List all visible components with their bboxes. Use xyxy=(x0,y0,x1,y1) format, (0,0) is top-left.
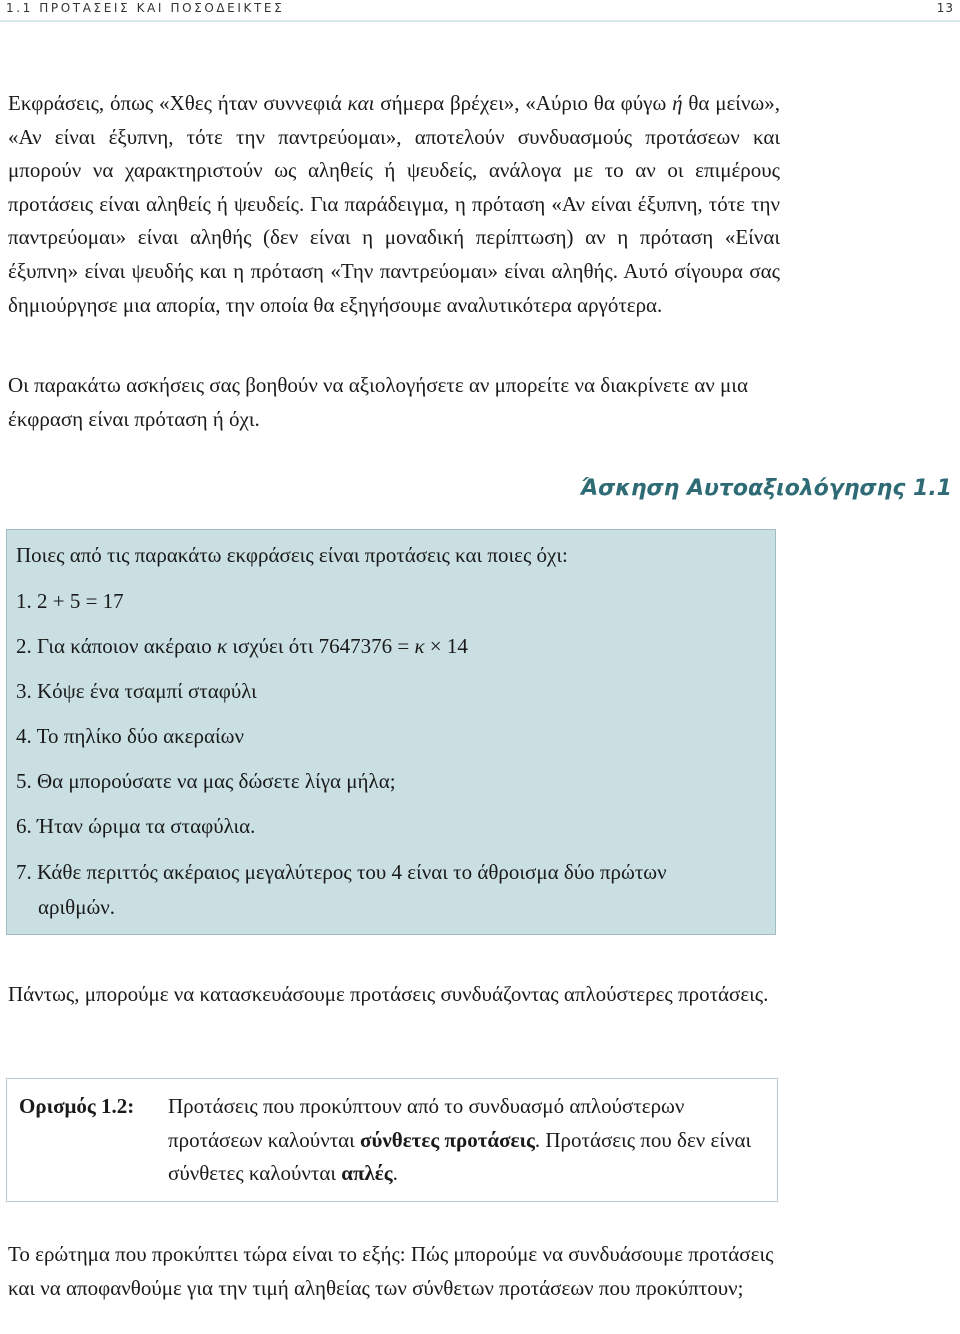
header-rule xyxy=(0,20,960,22)
section-title: 1.1 ΠΡΟΤΑΣΕΙΣ ΚΑΙ ΠΟΣΟΔΕΙΚΤΕΣ xyxy=(6,1,285,15)
definition-label: Ορισμός 1.2: xyxy=(19,1094,135,1118)
exercise-item-2-text-c: 14 xyxy=(446,634,468,658)
exercise-item-5: 5. Θα μπορούσατε να μας δώσετε λίγα μήλα; xyxy=(16,769,396,793)
question-paragraph: Το ερώτημα που προκύπτει τώρα είναι το εξής: Πώς μπορούμε να συνδυάσουμε προτάσεις και να αποφανθούμε για την τιμή αληθείας των σύνθετων προτάσεων που προκύπτουν; xyxy=(8,1242,774,1300)
intro-text-1: Εκφράσεις, όπως «Χθες ήταν συννεφιά xyxy=(8,91,348,115)
definition-text-2: . Προτάσεις που δεν είναι σύνθετες καλούνται xyxy=(168,1127,752,1186)
exercise-item-7 xyxy=(16,855,766,925)
exercise-box xyxy=(6,529,776,935)
definition-box xyxy=(6,1078,778,1202)
variable-k: κ xyxy=(217,634,228,658)
definition-term-simple: απλές xyxy=(341,1161,393,1186)
combine-paragraph: Πάντως, μπορούμε να κατασκευάσουμε προτάσεις συνδυάζοντας απλούστερες προτάσεις. xyxy=(8,982,769,1006)
exercise-item-2 xyxy=(16,630,766,663)
times-operator: × xyxy=(424,634,447,658)
exercise-item-2-text-b: ισχύει ότι 7647376 = xyxy=(227,634,415,658)
exercise-item-1: 1. 2 + 5 = 17 xyxy=(16,589,124,613)
exercise-item-6: 6. Ήταν ώριμα τα σταφύλια. xyxy=(16,814,256,838)
exercise-list xyxy=(16,585,766,937)
definition-text-3: . xyxy=(392,1161,398,1186)
exercise-item-7-line-1: 7. Κάθε περιττός ακέραιος μεγαλύτερος του 4 είναι το άθροισμα δύο πρώτων xyxy=(16,860,667,884)
intro-emphasis-kai: και xyxy=(347,91,375,115)
intro-paragraph xyxy=(8,87,780,322)
exercise-item-2-text-a: 2. Για κάποιον ακέραιο xyxy=(16,634,217,658)
intro-text-3: θα μείνω», «Αν είναι έξυπνη, τότε την παντρεύομαι», αποτελούν συνδυασμούς προτάσεων και μπορούν να χαρακτηριστούν ως αληθείς ή ψευδείς, ανάλογα με το αν οι επιμέρους προτάσεις είναι αληθείς ή ψευδείς. Για παράδειγμα, η πρόταση «Αν είναι έξυπνη, τότε την παντρεύομαι» είναι αληθής (δεν είναι η μοναδική περίπτωση) αν η πρόταση «Είναι έξυπνη» είναι ψευδής και η πρόταση «Την παντρεύομαι» είναι αληθής. Αυτό σίγουρα σας δημιούργησε μια απορία, την οποία θα εξηγήσουμε αναλυτικότερα αργότερα. xyxy=(8,91,781,317)
running-header xyxy=(0,0,960,20)
exercise-heading: Άσκηση Αυτοαξιολόγησης 1.1 xyxy=(580,476,952,501)
variable-k: κ xyxy=(414,634,425,658)
definition-body xyxy=(168,1090,768,1191)
intro-emphasis-i: ή xyxy=(672,91,683,115)
page-number: 13 xyxy=(936,1,954,15)
exercise-item-7-line-2: αριθμών. xyxy=(38,895,116,919)
exercise-item-4: 4. Το πηλίκο δύο ακεραίων xyxy=(16,724,244,748)
exercise-prompt: Ποιες από τις παρακάτω εκφράσεις είναι προτάσεις και ποιες όχι: xyxy=(16,543,568,567)
exercises-intro-paragraph: Οι παρακάτω ασκήσεις σας βοηθούν να αξιολογήσετε αν μπορείτε να διακρίνετε αν μια έκφραση είναι πρόταση ή όχι. xyxy=(8,373,748,431)
definition-text-1: Προτάσεις που προκύπτουν από το συνδυασμό απλούστερων προτάσεων καλούνται xyxy=(168,1094,685,1152)
intro-text-2: σήμερα βρέχει», «Αύριο θα φύγω xyxy=(374,91,673,115)
exercise-item-3: 3. Κόψε ένα τσαμπί σταφύλι xyxy=(16,679,257,703)
definition-term-compound: σύνθετες προτάσεις xyxy=(360,1127,535,1152)
